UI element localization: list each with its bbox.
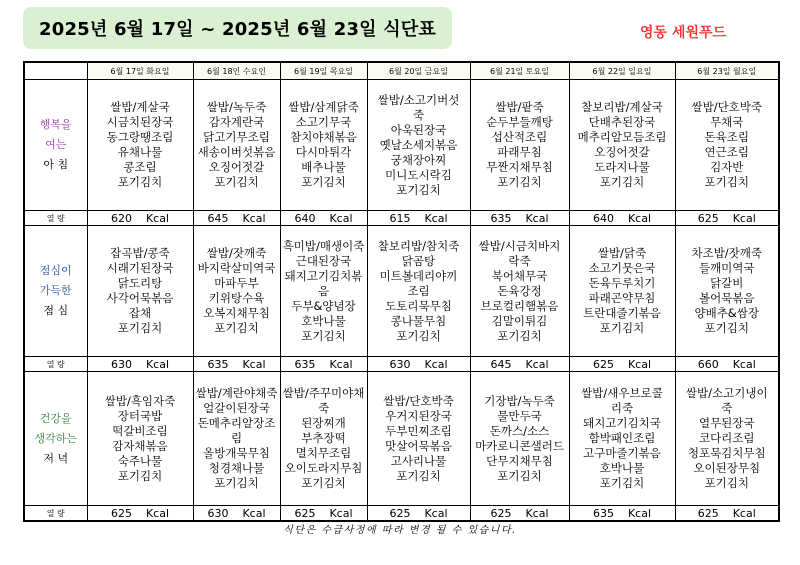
menu-cell bbox=[87, 226, 193, 357]
menu-item: 옛날소세지볶음 bbox=[379, 137, 458, 152]
weekly-menu-table bbox=[23, 61, 780, 522]
day-header: 6월 20일 금요일 bbox=[367, 62, 470, 80]
menu-item: 미트볼데리야끼 bbox=[379, 268, 458, 283]
menu-item: 소고기무국 bbox=[295, 115, 352, 129]
menu-item: 쌀밥/닭죽 bbox=[597, 246, 647, 260]
menu-item: 포기김치 bbox=[497, 175, 542, 189]
menu-item: 북어채무국 bbox=[491, 268, 548, 283]
kcal-value bbox=[569, 211, 675, 226]
kcal-number: 625 bbox=[697, 506, 719, 520]
kcal-value bbox=[87, 211, 193, 226]
menu-item: 들깨미역국 bbox=[698, 261, 755, 275]
menu-item: 유채나물 bbox=[117, 145, 163, 159]
menu-item: 사각어묵볶음 bbox=[106, 291, 174, 305]
menu-item: 콩나물무침 bbox=[390, 313, 447, 328]
kcal-unit: Kcal bbox=[627, 211, 652, 225]
menu-item: 올방개묵무침 bbox=[203, 446, 270, 460]
kcal-value bbox=[569, 357, 675, 372]
menu-item: 파래곤약무침 bbox=[588, 291, 656, 305]
kcal-value bbox=[87, 357, 193, 372]
kcal-unit: Kcal bbox=[732, 211, 756, 225]
brand-name: 영동 세원푸드 bbox=[640, 25, 727, 41]
kcal-unit: Kcal bbox=[525, 506, 549, 520]
kcal-unit: Kcal bbox=[525, 211, 549, 225]
menu-item: 돈육강정 bbox=[497, 283, 542, 298]
kcal-number: 635 bbox=[294, 357, 316, 371]
meal-label-line: 생각하는 bbox=[34, 431, 77, 445]
kcal-number: 625 bbox=[110, 506, 132, 520]
menu-item: 단무지채무침 bbox=[486, 453, 553, 468]
menu-item: 연근조림 bbox=[704, 145, 749, 159]
menu-item: 물만두국 bbox=[497, 408, 542, 423]
menu-cell bbox=[280, 80, 367, 211]
menu-item: 리죽 bbox=[610, 401, 634, 415]
kcal-value bbox=[675, 357, 779, 372]
kcal-number: 645 bbox=[207, 211, 229, 225]
menu-cell bbox=[367, 372, 470, 506]
menu-item: 포기김치 bbox=[396, 328, 441, 343]
menu-item: 오징어젓갈 bbox=[208, 160, 265, 174]
menu-item: 쌀밥/흑임자죽 bbox=[104, 393, 176, 408]
menu-item: 포기김치 bbox=[301, 476, 346, 490]
menu-item: 메추리알모듬조림 bbox=[577, 130, 667, 144]
day-header-row bbox=[24, 62, 779, 80]
kcal-number: 635 bbox=[207, 357, 229, 371]
kcal-number: 620 bbox=[110, 211, 132, 225]
menu-item: 닭곰탕 bbox=[401, 253, 436, 268]
menu-item: 청경채나물 bbox=[208, 461, 265, 475]
menu-item: 섭산적조림 bbox=[491, 130, 548, 144]
menu-item: 포기김치 bbox=[214, 476, 259, 490]
kcal-number: 645 bbox=[490, 357, 512, 371]
menu-item: 닭고기무조림 bbox=[203, 130, 270, 144]
menu-item: 쌀밥/팥죽 bbox=[495, 100, 544, 114]
day-header: 6월 23일 월요일 bbox=[675, 62, 779, 80]
kcal-value bbox=[569, 506, 675, 522]
menu-item: 부추장떡 bbox=[301, 431, 346, 445]
menu-item: 죽 bbox=[721, 401, 733, 415]
menu-item: 파래무침 bbox=[497, 145, 542, 159]
kcal-unit: Kcal bbox=[732, 357, 756, 371]
menu-item: 찰보리밥/계살국 bbox=[581, 100, 663, 114]
menu-cell bbox=[87, 80, 193, 211]
menu-item: 감자계란국 bbox=[208, 115, 265, 129]
menu-item: 쌀밥/계살국 bbox=[110, 100, 170, 114]
menu-item: 된장찌개 bbox=[301, 416, 346, 430]
kcal-value bbox=[193, 211, 280, 226]
kcal-value bbox=[367, 506, 470, 522]
menu-item: 포기김치 bbox=[214, 175, 259, 189]
kcal-value bbox=[193, 357, 280, 372]
menu-item: 오이된장무침 bbox=[693, 461, 761, 475]
menu-item: 김자반 bbox=[710, 160, 744, 174]
menu-item: 포기김치 bbox=[599, 175, 645, 189]
kcal-number: 625 bbox=[592, 357, 614, 371]
meal-label-line: 아 침 bbox=[43, 158, 69, 171]
menu-item: 김말이튀김 bbox=[491, 313, 548, 328]
menu-item: 청포묵김치무침 bbox=[687, 446, 766, 460]
menu-item: 쌀밥/삼계닭죽 bbox=[288, 100, 359, 114]
menu-item: 무짠지채무침 bbox=[486, 160, 553, 174]
menu-cell bbox=[193, 226, 280, 357]
menu-cell bbox=[193, 372, 280, 506]
menu-item: 순두부들깨탕 bbox=[486, 115, 553, 129]
kcal-row bbox=[24, 506, 779, 522]
menu-item: 포기김치 bbox=[396, 182, 441, 197]
kcal-number: 630 bbox=[389, 357, 411, 371]
meal-row bbox=[24, 372, 779, 506]
kcal-number: 640 bbox=[294, 211, 316, 225]
menu-item: 포기김치 bbox=[301, 328, 346, 343]
kcal-unit: Kcal bbox=[145, 211, 170, 225]
menu-item: 다시마튀각 bbox=[295, 145, 352, 159]
menu-item: 쌀밥/잣깨죽 bbox=[206, 246, 267, 260]
menu-item: 포기김치 bbox=[599, 321, 645, 335]
menu-item: 배추나물 bbox=[301, 160, 346, 174]
menu-item: 쌀밥/계란야채죽 bbox=[195, 386, 278, 400]
menu-item: 림 bbox=[230, 431, 243, 445]
menu-item: 궁채장아찌 bbox=[390, 152, 447, 167]
menu-item: 포기김치 bbox=[497, 328, 542, 343]
kcal-number: 625 bbox=[697, 211, 719, 225]
menu-item: 트란대줄기볶음 bbox=[583, 306, 661, 320]
kcal-number: 630 bbox=[110, 357, 132, 371]
menu-item: 포기김치 bbox=[117, 468, 163, 483]
menu-item: 음 bbox=[317, 283, 330, 298]
menu-cell bbox=[470, 80, 569, 211]
menu-item: 포기김치 bbox=[704, 321, 749, 335]
kcal-row bbox=[24, 357, 779, 372]
kcal-unit: Kcal bbox=[242, 211, 266, 225]
menu-item: 고구마줄기볶음 bbox=[583, 446, 661, 460]
menu-item: 동그랑땡조림 bbox=[106, 130, 174, 144]
menu-item: 포기김치 bbox=[117, 175, 163, 189]
menu-item: 볼어묵볶음 bbox=[698, 291, 755, 305]
menu-item: 닭도리탕 bbox=[117, 276, 163, 290]
menu-item: 참치야채볶음 bbox=[290, 130, 357, 144]
menu-item: 포기김치 bbox=[599, 476, 645, 490]
menu-cell bbox=[280, 372, 367, 506]
menu-item: 포기김치 bbox=[497, 468, 542, 483]
menu-item: 죽 bbox=[317, 401, 330, 415]
menu-item: 장터국밥 bbox=[117, 408, 163, 423]
menu-cell bbox=[87, 372, 193, 506]
menu-item: 쌀밥/단호박죽 bbox=[383, 393, 454, 408]
menu-item: 멸치무조림 bbox=[295, 446, 352, 460]
menu-item: 포기김치 bbox=[704, 476, 749, 490]
kcal-value bbox=[675, 506, 779, 522]
kcal-unit: Kcal bbox=[424, 357, 448, 371]
kcal-value bbox=[470, 357, 569, 372]
day-header: 6월 19일 목요일 bbox=[280, 62, 367, 80]
kcal-unit: Kcal bbox=[424, 506, 448, 520]
kcal-label: 열 량 bbox=[24, 506, 87, 522]
menu-cell bbox=[367, 80, 470, 211]
menu-item: 양배추&쌈장 bbox=[694, 306, 759, 320]
kcal-unit: Kcal bbox=[627, 506, 652, 520]
kcal-number: 615 bbox=[389, 211, 411, 225]
menu-item: 락죽 bbox=[508, 253, 531, 268]
menu-item: 바지락살미역국 bbox=[197, 261, 276, 275]
menu-item: 포기김치 bbox=[301, 175, 346, 189]
kcal-number: 625 bbox=[490, 506, 512, 520]
kcal-value bbox=[367, 357, 470, 372]
meal-label bbox=[24, 372, 87, 506]
day-header: 6월 22일 일요일 bbox=[569, 62, 675, 80]
kcal-number: 630 bbox=[207, 506, 229, 520]
menu-item: 소고기뭇은국 bbox=[588, 261, 656, 275]
menu-item: 쌀밥/주꾸미야채 bbox=[282, 386, 365, 400]
menu-item: 오복지채무침 bbox=[203, 306, 270, 320]
meal-label-line: 여는 bbox=[45, 138, 67, 151]
menu-item: 얼갈이된장국 bbox=[203, 401, 270, 415]
menu-item: 오징어젓갈 bbox=[594, 145, 650, 159]
menu-item: 마파두부 bbox=[214, 276, 259, 290]
day-header: 6월 18인 수요인 bbox=[193, 62, 280, 80]
menu-item: 코다리조림 bbox=[698, 431, 755, 445]
menu-item: 찰보리밥/참치죽 bbox=[377, 238, 460, 253]
menu-item: 돈육두루치기 bbox=[588, 276, 656, 290]
menu-item: 돼지고기김치국 bbox=[583, 416, 661, 430]
menu-item: 쌀밥/소고기버섯 bbox=[377, 92, 460, 107]
menu-cell bbox=[569, 226, 675, 357]
menu-item: 쌀밥/소고기냉이 bbox=[685, 386, 768, 400]
menu-item: 도토리묵무침 bbox=[385, 298, 452, 313]
footnote: 식단은 수급사정에 따라 변경 될 수 있습니다. bbox=[283, 525, 517, 536]
kcal-row bbox=[24, 211, 779, 226]
menu-cell bbox=[569, 80, 675, 211]
menu-item: 조림 bbox=[407, 283, 430, 298]
menu-item: 쌀밥/시금치바지 bbox=[478, 238, 561, 253]
menu-item: 무채국 bbox=[710, 115, 744, 129]
day-header: 6월 21일 토요일 bbox=[470, 62, 569, 80]
page-title: 2025년 6월 17일 ~ 2025년 6월 23일 식단표 bbox=[23, 7, 452, 49]
kcal-value bbox=[367, 211, 470, 226]
menu-item: 호박나물 bbox=[599, 461, 645, 475]
menu-item: 차조밥/잣깨죽 bbox=[691, 246, 763, 260]
menu-item: 시래기된장국 bbox=[106, 261, 174, 275]
kcal-unit: Kcal bbox=[732, 506, 756, 520]
menu-item: 쌀밥/단호박죽 bbox=[691, 100, 763, 114]
meal-row bbox=[24, 80, 779, 211]
menu-item: 고사리나물 bbox=[390, 453, 447, 468]
menu-item: 돈육조림 bbox=[704, 130, 749, 144]
kcal-unit: Kcal bbox=[145, 357, 170, 371]
kcal-number: 640 bbox=[592, 211, 614, 225]
menu-item: 떡갈비조림 bbox=[112, 423, 168, 438]
menu-item: 마카로니콘샐러드 bbox=[475, 438, 564, 453]
menu-item: 두부&양념장 bbox=[291, 298, 356, 313]
meal-label-line: 저 녁 bbox=[43, 451, 69, 465]
menu-item: 감자채볶음 bbox=[112, 438, 168, 453]
menu-item: 포기김치 bbox=[396, 468, 441, 483]
menu-item: 닭갈비 bbox=[710, 276, 744, 290]
menu-item: 숙주나물 bbox=[117, 453, 163, 468]
menu-cell bbox=[470, 372, 569, 506]
menu-item: 단배추된장국 bbox=[588, 115, 656, 129]
menu-cell bbox=[470, 226, 569, 357]
kcal-value bbox=[280, 506, 367, 522]
menu-item: 아욱된장국 bbox=[390, 122, 447, 137]
menu-item: 돈까스/소스 bbox=[489, 423, 550, 438]
kcal-number: 625 bbox=[389, 506, 411, 520]
kcal-value bbox=[470, 211, 569, 226]
menu-item: 콩조림 bbox=[123, 160, 157, 174]
menu-cell bbox=[280, 226, 367, 357]
kcal-unit: Kcal bbox=[329, 357, 353, 371]
menu-item: 시금치된장국 bbox=[106, 115, 174, 129]
menu-item: 호박나물 bbox=[301, 313, 346, 328]
kcal-label: 열 량 bbox=[24, 211, 87, 226]
meal-label bbox=[24, 80, 87, 211]
menu-cell bbox=[675, 226, 779, 357]
menu-item: 도라지나물 bbox=[594, 160, 650, 174]
menu-item: 오이도라지무침 bbox=[284, 461, 363, 475]
menu-item: 쌀밥/녹두죽 bbox=[206, 100, 267, 114]
kcal-unit: Kcal bbox=[145, 506, 170, 520]
kcal-value bbox=[470, 506, 569, 522]
menu-item: 잡채 bbox=[128, 306, 152, 320]
menu-item: 키위탕수육 bbox=[208, 291, 265, 305]
meal-label bbox=[24, 226, 87, 357]
kcal-number: 635 bbox=[592, 506, 614, 520]
menu-item: 쌀밥/새우브로콜 bbox=[581, 386, 663, 400]
kcal-unit: Kcal bbox=[242, 506, 266, 520]
menu-item: 열무된장국 bbox=[698, 416, 755, 430]
menu-item: 브로컬리햄볶음 bbox=[480, 298, 559, 313]
menu-item: 포기김치 bbox=[704, 175, 749, 189]
kcal-value bbox=[280, 211, 367, 226]
menu-item: 잡곡밥/콩죽 bbox=[110, 246, 170, 260]
menu-item: 새송이버섯볶음 bbox=[197, 145, 276, 159]
kcal-unit: Kcal bbox=[329, 211, 353, 225]
menu-item: 죽 bbox=[412, 107, 425, 122]
meal-label-line: 점 심 bbox=[43, 304, 69, 317]
menu-item: 맛살어묵볶음 bbox=[385, 438, 452, 453]
kcal-number: 625 bbox=[294, 506, 316, 520]
menu-item: 우거지된장국 bbox=[385, 408, 452, 423]
menu-item: 흑미밥/매생이죽 bbox=[282, 238, 365, 253]
kcal-unit: Kcal bbox=[242, 357, 266, 371]
meal-label-line: 건강을 bbox=[39, 411, 72, 425]
kcal-value bbox=[280, 357, 367, 372]
menu-cell bbox=[193, 80, 280, 211]
meal-row bbox=[24, 226, 779, 357]
kcal-unit: Kcal bbox=[627, 357, 652, 371]
menu-item: 근대된장국 bbox=[295, 253, 352, 268]
kcal-unit: Kcal bbox=[424, 211, 448, 225]
kcal-value bbox=[675, 211, 779, 226]
kcal-value bbox=[87, 506, 193, 522]
menu-item: 함박패인조림 bbox=[588, 431, 656, 445]
menu-item: 미니도시락김 bbox=[385, 167, 452, 182]
kcal-value bbox=[193, 506, 280, 522]
day-header: 6월 17일 화요일 bbox=[87, 62, 193, 80]
meal-label-line: 행복을 bbox=[39, 118, 72, 131]
menu-item: 돼지고기김치볶 bbox=[284, 268, 363, 283]
kcal-number: 635 bbox=[490, 211, 512, 225]
menu-cell bbox=[367, 226, 470, 357]
menu-cell bbox=[569, 372, 675, 506]
kcal-number: 660 bbox=[697, 357, 719, 371]
menu-item: 포기김치 bbox=[117, 321, 163, 335]
kcal-unit: Kcal bbox=[329, 506, 353, 520]
header-corner bbox=[24, 62, 87, 80]
kcal-label: 열 량 bbox=[24, 357, 87, 372]
menu-cell bbox=[675, 80, 779, 211]
menu-item: 두부민찌조림 bbox=[385, 423, 452, 438]
meal-label-line: 점심이 bbox=[39, 264, 72, 277]
menu-item: 기장밥/녹두죽 bbox=[484, 393, 555, 408]
menu-item: 돈메추리알장조 bbox=[197, 416, 276, 430]
meal-label-line: 가득한 bbox=[39, 284, 72, 297]
menu-cell bbox=[675, 372, 779, 506]
kcal-unit: Kcal bbox=[525, 357, 549, 371]
menu-item: 포기김치 bbox=[214, 321, 259, 335]
